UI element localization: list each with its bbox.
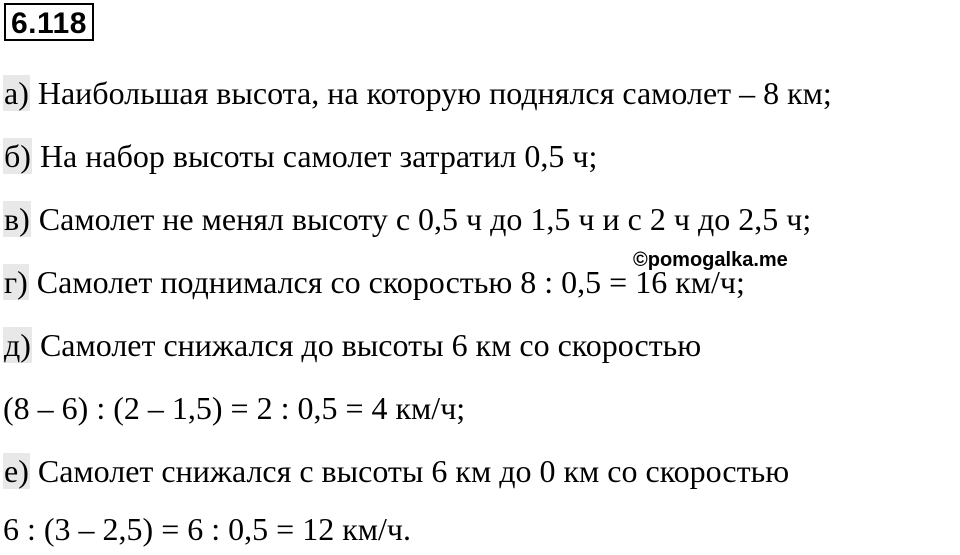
item-marker: д)	[4, 327, 31, 363]
answer-line-e-continuation	[3, 509, 411, 549]
item-marker: е)	[4, 453, 29, 489]
item-marker: а)	[4, 75, 29, 111]
answer-line-v	[3, 199, 811, 239]
line-text: Самолет поднимался со скоростью 8 : 0,5 = 16 км/ч;	[28, 264, 745, 300]
item-marker: в)	[4, 201, 30, 237]
answer-line-a	[3, 73, 832, 113]
answer-line-d	[3, 325, 701, 365]
answer-line-e	[3, 451, 789, 491]
answer-line-d-continuation	[3, 388, 465, 428]
line-text: (8 – 6) : (2 – 1,5) = 2 : 0,5 = 4 км/ч;	[3, 390, 466, 426]
line-text: Наибольшая высота, на которую поднялся самолет – 8 км;	[29, 75, 832, 111]
line-text: Самолет снижался с высоты 6 км до 0 км со скоростью	[29, 453, 790, 489]
item-marker: г)	[4, 264, 28, 300]
answer-line-b	[3, 136, 597, 176]
answer-line-g	[3, 262, 745, 302]
line-text: Самолет не менял высоту с 0,5 ч до 1,5 ч и с 2 ч до 2,5 ч;	[30, 201, 812, 237]
line-text: Самолет снижался до высоты 6 км со скоростью	[31, 327, 702, 363]
problem-number: 6.118	[4, 3, 94, 41]
watermark: ©pomogalka.me	[633, 249, 788, 271]
item-marker: б)	[4, 138, 31, 174]
line-text: На набор высоты самолет затратил 0,5 ч;	[31, 138, 598, 174]
line-text: 6 : (3 – 2,5) = 6 : 0,5 = 12 км/ч.	[3, 511, 411, 547]
